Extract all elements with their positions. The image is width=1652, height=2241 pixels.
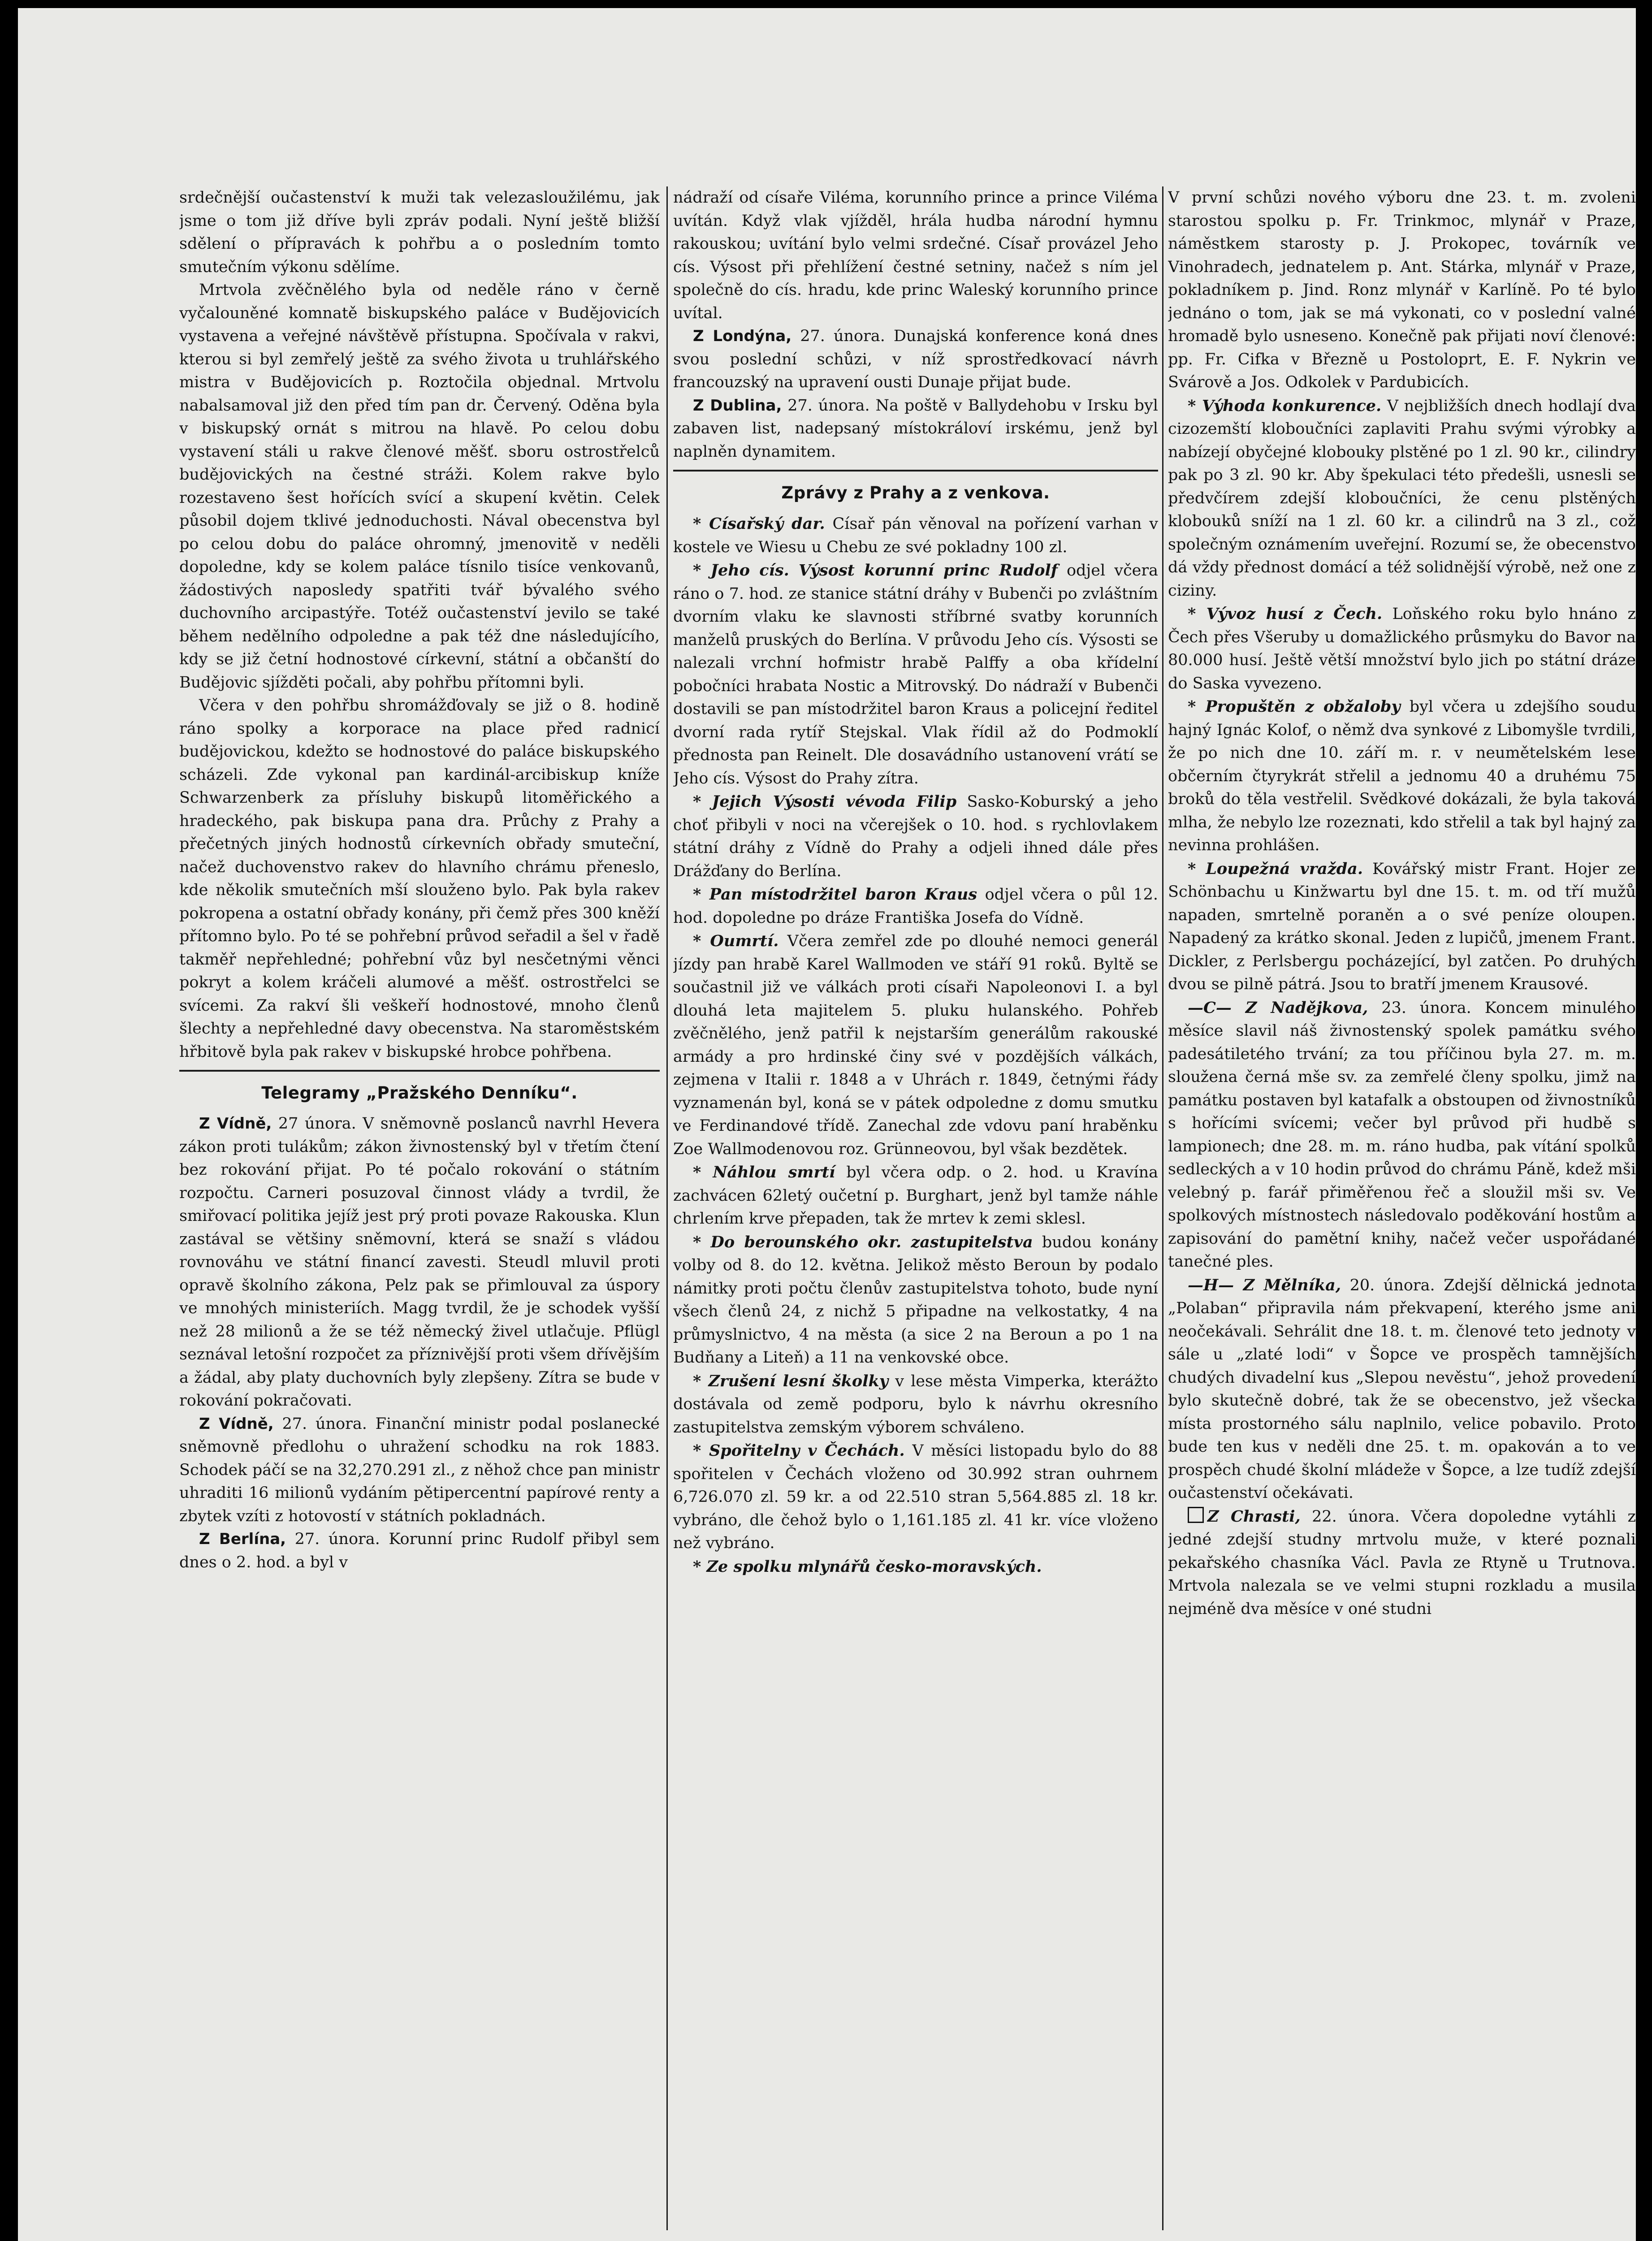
article-lead: * Výhoda konkurence. — [1188, 396, 1382, 415]
article-paragraph — [1168, 186, 1636, 394]
article-lead: —H— Z Mělníka, — [1188, 1276, 1341, 1294]
article-lead: Z Berlína, — [199, 1530, 286, 1548]
article-paragraph — [673, 930, 1158, 1161]
article-paragraph — [673, 1555, 1158, 1579]
column-1 — [179, 186, 660, 2241]
article-text: budou konány volby od 8. do 12. května. Jelikož město Beroun by podalo námitky proti počtu členův zastupitelstva tohoto, bude nyní všech členů 24, z nichž 5 připadne na velkostatky, 4 na průmyslnictvo, 4 na města (a sice 2 na Beroun a po 1 na Budňany a Liteň) a 11 na venkovské obce. — [673, 1233, 1158, 1367]
article-text: Mrtvola zvěčnělého byla od neděle ráno v černě vyčalouněné komnatě biskupského paláce v Budějovicích vystavena a veřejné návštěvě přístupna. Spočívala v rakvi, kterou si byl zemřelý ještě za svého života u truhlářského mistra v Budějovicích p. Roztočila objednal. Mrtvolu nabalsamoval již den před tím pan dr. Červený. Oděna byla v biskupský ornát s mitrou na hlavě. Po celou dobu vystavení stáli u rakve členové měšť. sboru ostrostřelců budějovických na čestné stráži. Kolem rakve bylo rozestaveno šest hořících svící a skupení květin. Celek působil dojem tklivé jednoduchosti. Nával obecenstva byl po celou dobu do paláce ohromný, jmenovitě v neděli dopoledne, kdy se kolem paláce tísnilo tisíce venkovanů, žádostivých naposledy spatřiti tvář bývalého svého duchovního arcipastýře. Totéž oučastenství jevilo se také během nedělního odpoledne a pak též dne následujícího, kdy se již četní hodnostové církevní, státní a občanští do Budějovic sjížděti počali, aby pohřbu přítomni byli. — [179, 281, 660, 692]
article-text: Sasko-Koburský a jeho choť přibyli v noci na včerejšek o 10. hod. s rychlovlakem státní dráhy z Vídně do Prahy a odjeli ihned dále přes Drážďany do Berlína. — [673, 793, 1158, 880]
article-text: srdečnější oučastenství k muži tak velezasloužilému, jak jsme o tom již dříve byli zpráv podali. Nyní ještě bližší sdělení o přípravách k pohřbu a o posledním tomto smutečním výkonu sdělíme. — [179, 189, 660, 276]
article-text: Včera zemřel zde po dlouhé nemoci generál jízdy pan hrabě Karel Wallmoden ve stáří 91 roků. Byltě se součastnil již ve válkách proti císaři Napoleonovi I. a byl dlouhá leta majitelem 5. pluku hulanského. Pohřeb zvěčnělého, jenž patřil k nejstarším generálům rakouské armády a pro hrdinské činy své v pozdějších válkách, zejmena v Italii r. 1848 a v Uhrách r. 1849, četnými řády vyznamenán byl, koná se v pátek odpoledne z domu smutku ve Ferdinandové třídě. Zanechal zde vdovu paní hraběnku Zoe Wallmodenovou roz. Grünneovou, byl však bezdětek. — [673, 932, 1158, 1158]
article-lead: * Propuštěn z obžaloby — [1188, 697, 1401, 716]
article-text: 23. února. Koncem minulého měsíce slavil náš živnostenský spolek památku svého padesátiletého trvání; za tou příčinou byla 27. m. m. sloužena černá mše sv. za zemřelé členy spolku, jimž na památku postaven byl katafalk a obstoupen od živnostníků s hořícími svícemi; večer byl průvod při hudbě s lampionech; dne 28. m. m. ráno hudba, pak vítání spolků sedleckých a v 10 hodin průvod do chrámu Páně, kdež mši velebný p. farář přiměřenou řeč a sloužil mši sv. Ve spolkových místnostech následovalo poděkování hostům a zapisování do pamětní knihy, načež večer uspořádané tanečné ples. — [1168, 999, 1636, 1271]
article-text: odjel včera ráno o 7. hod. ze stanice státní dráhy v Bubenči po zvláštním dvorním vlaku ke slavnosti stříbrné svatby korunních manželů pruských do Berlína. V průvodu Jeho cís. Výsosti se nalezali vrchní hofmistr hrabě Palffy a oba křídelní pobočníci hrabata Nostic a Mitrovský. Do nádraží v Bubenči dostavili se pan místodržitel baron Kraus a policejní ředitel dvorní rada rytíř Stejskal. Vlak řídil až do Podmoklí přednosta pan Reinelt. Dle dosavádního ustanovení vrátí se Jeho cís. Výsost do Prahy zítra. — [673, 562, 1158, 787]
article-lead: —C— Z Nadějkova, — [1188, 998, 1368, 1017]
article-paragraph — [1168, 857, 1636, 996]
article-lead: * Ze spolku mlynářů česko-moravských. — [693, 1557, 1042, 1576]
article-text: odjel včera o půl 12. hod. dopoledne po dráze Františka Josefa do Vídně. — [673, 886, 1158, 927]
article-text: 27. února. Na poště v Ballydehobu v Irsku byl zabaven list, nadepsaný místokráloví irskému, jenž byl naplněn dynamitem. — [673, 396, 1158, 461]
article-paragraph — [673, 325, 1158, 394]
section-heading-telegrams: Telegramy „Pražského Denníku“. — [261, 1083, 578, 1103]
article-text: 27. února. Finanční ministr podal poslanecké sněmovně předlohu o uhražení schodku na rok 1883. Schodek páčí se na 32,270.291 zl., z něhož chce pan ministr uhraditi 16 milionů vydáním pětipercentní papírové renty a zbytek vzíti z hotovostí v státních pokladnách. — [179, 1415, 660, 1525]
article-text: 27. února. Dunajská konference koná dnes svou poslední schůzi, v níž sprostředkovací návrh francouzský na upravení ousti Dunaje přijat bude. — [673, 327, 1158, 391]
article-lead: Z Vídně, — [199, 1115, 272, 1133]
article-paragraph — [179, 186, 660, 279]
article-lead: Z Chrasti, — [1207, 1507, 1301, 1526]
article-paragraph — [179, 1528, 660, 1574]
article-text: 22. února. Včera dopoledne vytáhli z jedné zdejší studny mrtvolu muže, v které poznali pekařského chasníka Václ. Pavla ze Rtyně u Trutnova. Mrtvola nalezala se ve velmi stupni rozkladu a musila nejméně dva měsíce v oné studni — [1168, 1507, 1636, 1618]
article-text: v lese města Vimperka, kterážto dostávala od země podporu, bylo k návrhu okresního zastupitelstva zemským výborem schváleno. — [673, 1372, 1158, 1436]
section-rule — [673, 470, 1158, 472]
article-lead: * Císařský dar. — [693, 515, 825, 533]
article-lead: * Loupežná vražda. — [1188, 859, 1363, 878]
article-text: V nejbližších dnech hodlají dva cizozemští kloboučníci zaplaviti Prahu svými výrobky a nabízejí obyčejné klobouky plstěné po 1 zl. 90 kr., cilindry pak po 3 zl. 90 kr. Aby špekulaci této předešli, usnesli se předvčírem zdejší kloboučníci, že cenu plstěných klobouků sníží na 1 zl. 60 kr. a cilindrů na 3 zl., což společným oznámením uveřejní. Rozumí se, že obecenstvo dá vždy přednost domácí a též solidnější výrobě, než one z ciziny. — [1168, 397, 1636, 600]
column-3 — [1168, 186, 1636, 2241]
article-text: nádraží od císaře Viléma, korunního prince a prince Viléma uvítán. Když vlak vjížděl, hrála hudba národní hymnu rakouskou; uvítání bylo velmi srdečné. Císař provázel Jeho cís. Výsost při přehlížení čestné setniny, načež s ním jel společně do cís. hradu, kde princ Waleský korunního prince uvítal. — [673, 189, 1158, 322]
article-paragraph — [673, 186, 1158, 325]
article-paragraph — [673, 512, 1158, 559]
article-paragraph — [179, 694, 660, 1064]
article-lead: * Oumrtí. — [693, 932, 779, 950]
article-paragraph — [179, 279, 660, 694]
article-text: V první schůzi nového výboru dne 23. t. m. zvoleni starostou spolku p. Fr. Trinkmoc, mlynář v Praze, náměstkem starosty p. J. Prokopec, továrník ve Vinohradech, jednatelem p. Ant. Stárka, mlynář v Praze, pokladníkem p. Jind. Ronz mlynář v Karlíně. Po té bylo jednáno o tom, jak se má vykonati, co v poslední valné hromadě bylo usneseno. Konečně pak přijati noví členové: pp. Fr. Cifka v Březně u Postoloprt, E. F. Nykrin ve Svárově a Jos. Odkolek v Pardubicích. — [1168, 189, 1636, 391]
article-paragraph — [1168, 1505, 1636, 1621]
article-paragraph — [673, 1161, 1158, 1231]
column-rule-left — [666, 186, 668, 2230]
article-lead: * Do berounského okr. zastupitelstva — [693, 1233, 1033, 1251]
article-paragraph — [179, 1112, 660, 1413]
article-paragraph — [1168, 602, 1636, 695]
article-lead: Z Dublina, — [693, 396, 782, 415]
article-lead: Z Londýna, — [693, 327, 792, 345]
article-paragraph — [179, 1413, 660, 1528]
article-text: Loňského roku bylo hnáno z Čech přes Všeruby u domažlického průsmyku do Bavor na 80.000 husí. Ještě větší množství bylo jich po státní dráze do Saska vyvezeno. — [1168, 605, 1636, 692]
article-text: Kovářský mistr Frant. Hojer ze Schönbachu u Kinžwartu byl dne 15. t. m. od tří mužů napaden, smrtelně poraněn a o své peníze oloupen. Napadený za krátko skonal. Jeden z lupičů, jmenem Frant. Dickler, z Perlsbergu pocházející, byl zatčen. Po druhých dvou se pilně pátrá. Jsou to bratří jmenem Krausové. — [1168, 860, 1636, 993]
newspaper-page — [18, 8, 1636, 2241]
column-rule-right — [1162, 186, 1163, 2230]
article-lead: * Jejich Výsosti vévoda Filip — [693, 792, 957, 811]
article-paragraph — [673, 1231, 1158, 1370]
article-lead: * Náhlou smrtí — [693, 1163, 835, 1181]
section-rule — [179, 1070, 660, 1072]
article-lead: * Jeho cís. Výsost korunní princ Rudolf — [693, 561, 1058, 580]
article-lead: * Zrušení lesní školky — [693, 1371, 889, 1390]
article-paragraph — [673, 883, 1158, 930]
article-lead: * Pan místodržitel baron Kraus — [693, 885, 977, 904]
article-text: V měsíci listopadu bylo do 88 spořitelen v Čechách vloženo od 30.992 stran ouhrnem 6,726.070 zl. 59 kr. a od 22.510 stran 5,564.885 zl. 18 kr. vybráno, dle čehož bylo o 1,161.185 zl. 41 kr. více vloženo než vybráno. — [673, 1442, 1158, 1552]
article-lead: Z Vídně, — [199, 1415, 274, 1433]
article-text: 27 února. V sněmovně poslanců navrhl Hevera zákon proti tulákům; zákon živnostenský byl v třetím čtení bez rokování přijat. Po té počalo rokování o státním rozpočtu. Carneri posuzoval činnost vlády a tvrdil, že smiřovací politika jejíž jest prý proti povaze Rakouska. Klun zastával se většiny sněmovní, která se snaží s vládou rovnováhu ve státní financí zavesti. Steudl mluvil proti opravě školního zákona, Pelz pak se přimlouval za úspory ve mnohých ministeriích. Magg tvrdil, že je schodek vyšší než 28 milionů a že se též německý živel utlačuje. Pflügl seznával letošní rozpočet za příznivější proti všem dřívějším a žádal, aby platy duchovních byly zlepšeny. Zítra se bude v rokování pokračovati. — [179, 1115, 660, 1410]
article-text: 27. února. Korunní princ Rudolf přibyl sem dnes o 2. hod. a byl v — [179, 1530, 660, 1571]
article-paragraph — [673, 790, 1158, 883]
article-paragraph — [673, 1439, 1158, 1555]
article-text: byl včera u zdejšího soudu hajný Ignác Kolof, o němž dva synkové z Libomyšle tvrdili, že po nich dne 10. září m. r. v neumětelském lese občerním čtyrykrát střelil a jednomu 40 a druhému 75 broků do těla vestřelil. Svědkové dokázali, že byla taková mlha, že nebylo lze rozeznati, kdo střelil a tak byl hajný za nevinna prohlášen. — [1168, 698, 1636, 854]
article-lead: * Spořitelny v Čechách. — [693, 1441, 905, 1460]
article-text: 20. února. Zdejší dělnická jednota „Polaban“ připravila nám překvapení, kterého jsme ani neočekávali. Sehrálit dne 18. t. m. členové teto jednoty v sále u „zlaté lodi“ v Šopce ve prospěch tamnějších chudých divadelní kus „Slepou nevěstu“, jehož provedení bylo skutečně dobré, tak že se obecenstvo, jež všecka místa prostorného sálu naplnilo, velice pobavilo. Proto bude ten kus v neděli dne 25. t. m. opakován a to ve prospěch chudé školní mládeže v Šopce, a lze tudíž zdejší oučastenství očekávati. — [1168, 1276, 1636, 1502]
column-2 — [673, 186, 1158, 2241]
article-paragraph — [1168, 695, 1636, 857]
article-text: byl včera odp. o 2. hod. u Kravína zachvácen 62letý oučetní p. Burghart, jenž byl tamže náhle chrlením krve přepaden, tak že mrtev k zemi sklesl. — [673, 1164, 1158, 1228]
article-paragraph — [1168, 996, 1636, 1274]
article-paragraph — [1168, 1274, 1636, 1505]
article-paragraph — [673, 394, 1158, 464]
article-text: Císař pán věnoval na pořízení varhan v kostele ve Wiesu u Chebu ze své pokladny 100 zl. — [673, 515, 1158, 556]
article-paragraph — [673, 559, 1158, 790]
article-paragraph — [673, 1370, 1158, 1440]
section-box-mark — [1188, 1507, 1204, 1523]
article-paragraph — [1168, 394, 1636, 603]
article-text: Včera v den pohřbu shromážďovaly se již o 8. hodině ráno spolky a korporace na place před radnicí budějovickou, kdežto se hodnostové do paláce biskupského scházeli. Zde vykonal pan kardinál-arcibiskup kníže Schwarzenberk za přísluhy biskupů litoměřického a hradeckého, pak biskupa pana dra. Průchy z Prahy a přečetných jiných hodnostů církevních obřady smuteční, načež duchovenstvo rakev do hlavního chrámu přeneslo, kde několik smutečních mší slouženo bylo. Pak byla rakev pokropena a ostatní obřady konány, při čemž přes 300 kněží přítomno bylo. Po té se pohřební průvod seřadil a šel v řadě takměř nepřehledné; pohřební vůz byl nesčetnými věnci pokryt a kolem kráčeli alumové a měšť. ostrostřelci se svícemi. Za rakví šli veškeří hodnostové, mnoho členů šlechty a nepřehledné davy obecenstva. Na staroměstském hřbitově byla pak rakev v biskupské hrobce pohřbena. — [179, 697, 660, 1061]
article-lead: * Vývoz husí z Čech. — [1188, 605, 1383, 623]
section-heading-news: Zprávy z Prahy a z venkova. — [781, 483, 1050, 502]
